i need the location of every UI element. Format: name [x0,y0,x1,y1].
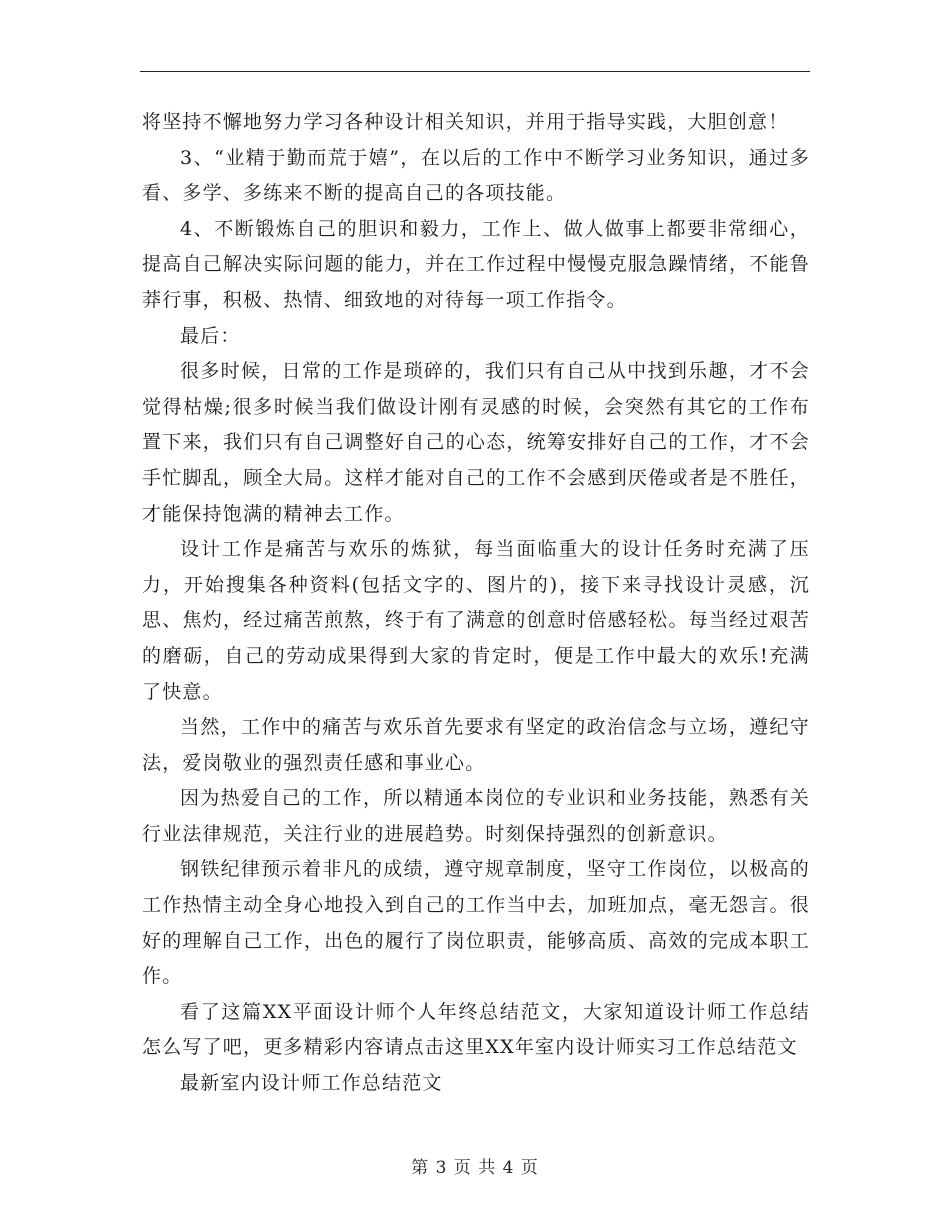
paragraph-love-work: 因为热爱自己的工作，所以精通本岗位的专业识和业务技能，熟悉有关行业法律规范，关注行业的进展趋势。时刻保持强烈的创新意识。 [142,787,810,845]
paragraph-continuation: 将坚持不懈地努力学习各种设计相关知识，并用于指导实践，大胆创意！ [142,111,789,133]
page-footer: 第 3 页 共 4 页 [411,1158,539,1178]
paragraph-heading-finally: 最后： [180,324,241,347]
header-rule [140,71,810,72]
paragraph-design-work: 设计工作是痛苦与欢乐的炼狱，每当面临重大的设计任务时充满了压力，开始搜集各种资料(包括文字的、图片的)，接下来寻找设计灵感，沉思、焦灼，经过痛苦煎熬，终于有了满意的创意时倍感轻松。每当经过艰苦的磨砺，自己的劳动成果得到大家的肯定时，便是工作中最大的欢乐!充满了快意。 [142,538,810,703]
paragraph-political-belief: 当然，工作中的痛苦与欢乐首先要求有坚定的政治信念与立场，遵纪守法，爱岗敬业的强烈责任感和事业心。 [142,716,810,774]
paragraph-daily-work: 很多时候，日常的工作是琐碎的，我们只有自己从中找到乐趣，才不会觉得枯燥;很多时候当我们做设计刚有灵感的时候，会突然有其它的工作布置下来，我们只有自己调整好自己的心态，统筹安排好自己的工作，才不会手忙脚乱，顾全大局。这样才能对自己的工作不会感到厌倦或者是不胜任，才能保持饱满的精神去工作。 [142,360,810,525]
paragraph-latest-link: 最新室内设计师工作总结范文 [180,1072,443,1095]
paragraph-item-4: 4、不断锻炼自己的胆识和毅力，工作上、做人做事上都要非常细心，提高自己解决实际问题的能力，并在工作过程中慢慢克服急躁情绪，不能鲁莽行事，积极、热情、细致地的对待每一项工作指令。 [142,217,810,311]
paragraph-read-more: 看了这篇XX平面设计师个人年终总结范文，大家知道设计师工作总结怎么写了吧，更多精彩内容请点击这里XX年室内设计师实习工作总结范文 [142,1000,810,1059]
body-text [142,105,810,1102]
paragraph-discipline: 钢铁纪律预示着非凡的成绩，遵守规章制度，坚守工作岗位，以极高的工作热情主动全身心地投入到自己的工作当中去，加班加点，毫无怨言。很好的理解自己工作，出色的履行了岗位职责，能够高质、高效的完成本职工作。 [142,858,810,988]
paragraph-item-3: 3、“业精于勤而荒于嬉”，在以后的工作中不断学习业务知识，通过多看、多学、多练来不断的提高自己的各项技能。 [142,146,810,205]
